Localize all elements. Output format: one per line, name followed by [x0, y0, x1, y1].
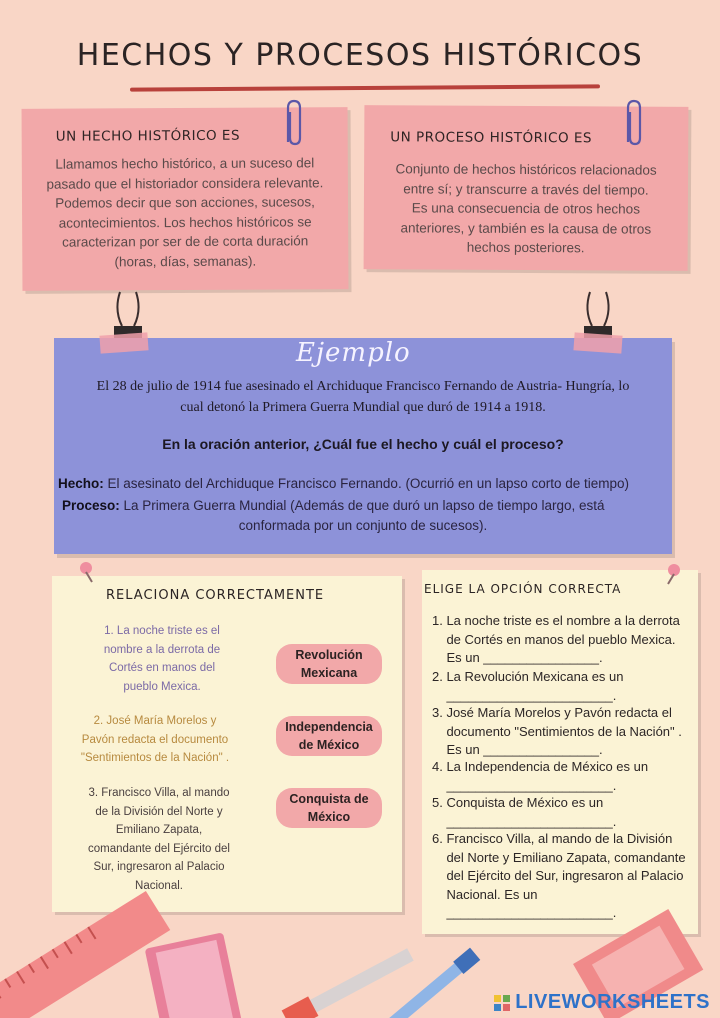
- relaciona-item-line: "Sentimientos de la Nación" .: [80, 752, 230, 764]
- option-line: Mexicana: [300, 666, 358, 680]
- question-line: _______________________.: [432, 905, 617, 920]
- question-3[interactable]: [432, 704, 696, 760]
- paperclip-icon: [280, 98, 306, 148]
- hecho-card-heading: UN HECHO HISTÓRICO ES: [55, 127, 241, 145]
- question-line: _______________________.: [432, 687, 617, 703]
- option-line: Independencia: [285, 720, 373, 734]
- relaciona-item-line: pueblo Mexica.: [123, 680, 201, 693]
- question-line: 3. José María Morelos y Pavón redacta el: [432, 705, 672, 720]
- relaciona-item-line: Emiliano Zapata,: [115, 824, 203, 836]
- example-heading: Ejemplo: [296, 338, 411, 368]
- proceso-answer-line-2: conformada por un conjunto de sucesos).: [238, 518, 488, 533]
- option-revolucion-mexicana[interactable]: [276, 644, 382, 684]
- hecho-line: acontecimientos. Los hechos históricos se: [58, 213, 312, 231]
- proceso-line: Es una consecuencia de otros hechos: [411, 200, 641, 217]
- relaciona-item-line: 3. Francisco Villa, al mando: [88, 787, 230, 799]
- question-line: 1. La noche triste es el nombre a la derrota: [432, 613, 680, 628]
- relaciona-item-1[interactable]: [62, 622, 262, 696]
- hecho-answer: [58, 474, 678, 494]
- hecho-line: Podemos decir que son acciones, sucesos,: [55, 194, 315, 211]
- proceso-card-body: [364, 159, 689, 258]
- question-5[interactable]: [432, 794, 696, 831]
- pushpin-icon: [662, 562, 686, 586]
- hecho-line: (horas, días, semanas).: [114, 253, 257, 269]
- relaciona-item-line: nombre a la derrota de: [103, 643, 221, 656]
- proceso-answer-label: Proceso:: [62, 498, 120, 513]
- relaciona-heading: RELACIONA CORRECTAMENTE: [106, 588, 325, 603]
- proceso-line: hechos posteriores.: [466, 239, 585, 256]
- option-line: Revolución: [295, 648, 363, 662]
- question-line: _______________________.: [432, 777, 617, 793]
- page-title: HECHOS Y PROCESOS HISTÓRICOS: [76, 38, 644, 73]
- hecho-line: Llamamos hecho histórico, a un suceso del: [55, 155, 315, 172]
- question-line: 4. La Independencia de México es un: [432, 759, 649, 774]
- proceso-answer-text: La Primera Guerra Mundial (Además de que duró un lapso de tiempo largo, está: [119, 498, 605, 513]
- liveworksheets-logo[interactable]: [493, 991, 710, 1014]
- example-text-line-1: El 28 de julio de 1914 fue asesinado el Archiduque Francisco Fernando de Austria- Hungría, lo: [96, 379, 630, 394]
- question-line: 2. La Revolución Mexicana es un: [432, 669, 624, 684]
- question-line: de Cortés en manos del pueblo Mexica.: [432, 631, 676, 647]
- elige-heading: ELIGE LA OPCIÓN CORRECTA: [424, 582, 622, 596]
- proceso-line: entre sí; y transcurre a través del tiempo.: [403, 180, 649, 198]
- tape-decoration: [99, 332, 148, 353]
- hecho-card-body: [22, 153, 349, 272]
- option-line: Conquista de: [289, 792, 369, 806]
- relaciona-item-line: Nacional.: [135, 879, 183, 892]
- relaciona-item-line: 1. La noche triste es el: [104, 625, 220, 637]
- hecho-answer-text: El asesinato del Archiduque Francisco Fernando. (Ocurrió en un lapso corto de tiempo): [103, 476, 630, 491]
- example-question: En la oración anterior, ¿Cuál fue el hecho y cuál el proceso?: [162, 436, 564, 452]
- relaciona-item-line: 2. José María Morelos y: [93, 715, 217, 727]
- question-line: documento "Sentimientos de la Nación" .: [432, 723, 682, 739]
- relaciona-item-line: comandante del Ejército del: [88, 842, 230, 855]
- relaciona-item-3[interactable]: [54, 784, 264, 895]
- proceso-line: anteriores, y también es la causa de otros: [400, 219, 652, 237]
- option-line: México: [307, 810, 351, 824]
- question-line: del Norte y Emiliano Zapata, comandante: [432, 849, 686, 865]
- watermark-text: LIVEWORKSHEETS: [515, 991, 710, 1013]
- title-underline: [130, 84, 600, 91]
- tape-decoration: [573, 332, 622, 353]
- option-independencia-de-mexico[interactable]: [276, 716, 382, 756]
- proceso-line: Conjunto de hechos históricos relacionados: [395, 161, 657, 178]
- question-line: 5. Conquista de México es un: [432, 795, 604, 810]
- question-2[interactable]: [432, 668, 696, 705]
- relaciona-item-line: Pavón redacta el documento: [81, 733, 229, 746]
- question-line: Es un ________________.: [432, 742, 603, 757]
- pushpin-icon: [74, 560, 98, 584]
- question-4[interactable]: [432, 758, 696, 795]
- question-1[interactable]: [432, 612, 696, 668]
- example-text-line-2: cual detonó la Primera Guerra Mundial que duró de 1914 a 1918.: [180, 400, 546, 415]
- proceso-card-heading: UN PROCESO HISTÓRICO ES: [390, 129, 593, 147]
- hecho-line: caracterizan por ser de de corta duración: [62, 233, 309, 250]
- option-conquista-de-mexico[interactable]: [276, 788, 382, 828]
- question-line: Nacional. Es un: [432, 886, 538, 902]
- hecho-line: pasado que el historiador considera relevante.: [46, 174, 324, 192]
- question-line: 6. Francisco Villa, al mando de la División: [432, 831, 673, 846]
- proceso-answer: [62, 496, 672, 516]
- paperclip-icon: [620, 98, 646, 148]
- option-line: de México: [298, 738, 360, 752]
- hecho-answer-label: Hecho:: [58, 476, 104, 491]
- relaciona-item-line: Cortés en manos del: [108, 662, 216, 674]
- question-line: Es un ________________.: [432, 650, 603, 665]
- relaciona-item-line: Sur, ingresaron al Palacio: [93, 861, 225, 873]
- relaciona-item-2[interactable]: [46, 712, 264, 768]
- relaciona-item-line: de la División del Norte y: [95, 805, 223, 818]
- liveworksheets-icon: [493, 994, 511, 1012]
- question-line: del Ejército del Sur, ingresaron al Palacio: [432, 868, 684, 883]
- question-line: _______________________.: [432, 813, 617, 829]
